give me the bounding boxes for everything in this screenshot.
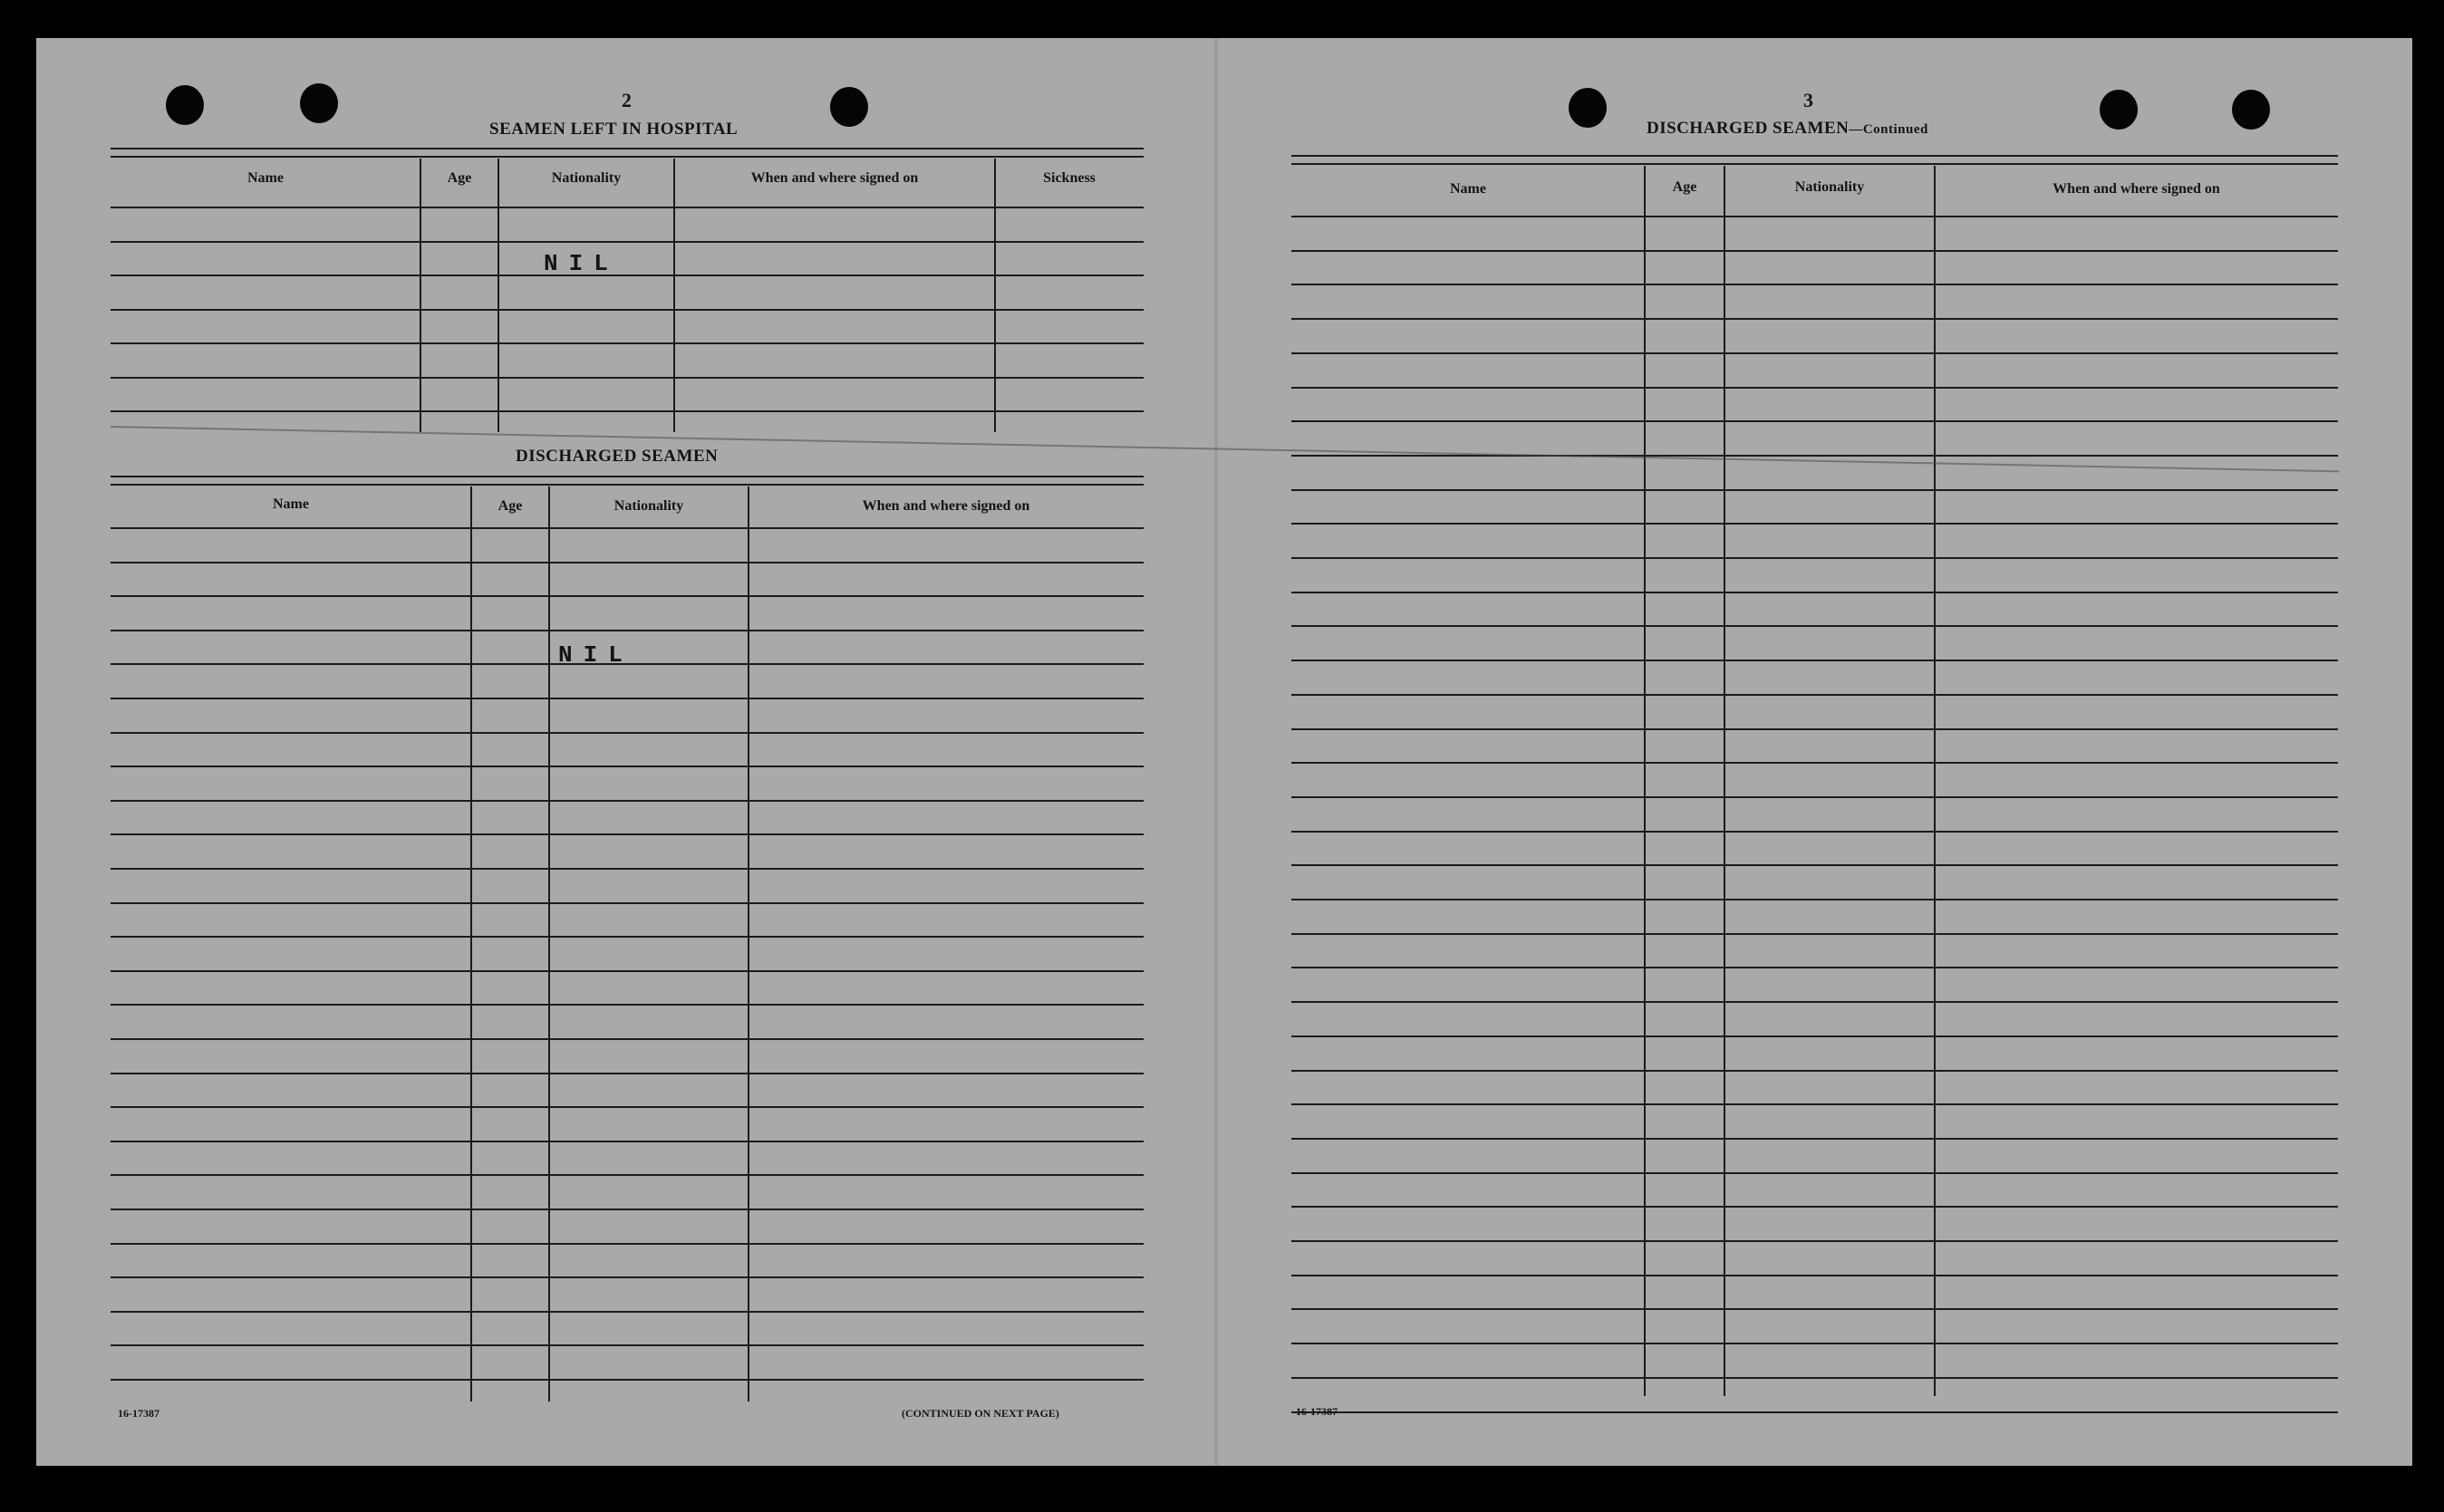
section-title-suffix: —Continued [1849, 122, 1928, 137]
table-row-line [1291, 1138, 2338, 1140]
table-row-line [1291, 1411, 2338, 1413]
table-row-line [1291, 1308, 2338, 1310]
table-row-line [1291, 1172, 2338, 1174]
table-row-line [111, 527, 1144, 529]
table-row-line [1291, 1275, 2338, 1276]
table-row-line [1291, 1035, 2338, 1037]
document-sheet [36, 38, 2412, 1466]
column-header-nationality: Nationality [613, 498, 684, 514]
table-row-line [1291, 1343, 2338, 1344]
table-row-line [111, 766, 1144, 767]
page-number: 2 [622, 89, 632, 111]
column-divider [748, 486, 749, 1401]
table-row-line [1291, 318, 2338, 320]
column-header-nationality: Nationality [1794, 179, 1865, 195]
table-row-line [1291, 216, 2338, 217]
table-row-line [1291, 864, 2338, 866]
table-row-line [1291, 523, 2338, 525]
table-row-line [1291, 1377, 2338, 1379]
column-header-name: Name [247, 170, 284, 186]
table-row-line [111, 595, 1144, 597]
table-row-line [1291, 284, 2338, 285]
punch-hole [300, 83, 338, 123]
section-title: DISCHARGED SEAMEN [516, 447, 719, 466]
table-row-line [1291, 387, 2338, 389]
table-row-line [111, 274, 1144, 276]
table-row-line [111, 1038, 1144, 1040]
column-header-age: Age [1672, 179, 1697, 195]
nil-stamp: NIL [544, 250, 619, 277]
table-row-line [1291, 250, 2338, 252]
section-rule [1291, 155, 2338, 165]
table-row-line [111, 833, 1144, 835]
table-row-line [111, 698, 1144, 699]
table-row-line [111, 902, 1144, 904]
column-header-age: Age [447, 170, 472, 186]
table-row-line [111, 1073, 1144, 1074]
column-divider [673, 159, 675, 432]
column-header-name: Name [1450, 181, 1486, 197]
table-row-line [1291, 831, 2338, 833]
table-row-line [1291, 352, 2338, 354]
table-row-line [1291, 967, 2338, 968]
section-title [1647, 119, 1928, 139]
table-row-line [111, 732, 1144, 734]
column-header-name: Name [273, 496, 309, 512]
section-title-text: DISCHARGED SEAMEN [1647, 119, 1850, 138]
table-row-line [111, 562, 1144, 563]
table-row-line [1291, 625, 2338, 627]
table-row-line [111, 1106, 1144, 1108]
column-divider [548, 486, 550, 1401]
column-divider [994, 159, 996, 432]
nil-stamp: NIL [558, 641, 633, 669]
page-number: 3 [1803, 89, 1813, 111]
continued-note: (CONTINUED ON NEXT PAGE) [902, 1407, 1059, 1420]
table-row-line [111, 1344, 1144, 1346]
punch-hole [1569, 88, 1607, 128]
table-row-line [1291, 899, 2338, 900]
punch-hole [2232, 90, 2270, 130]
table-row-line [111, 309, 1144, 311]
column-header-age: Age [497, 498, 523, 514]
column-divider [1644, 166, 1646, 1396]
section-title: SEAMEN LEFT IN HOSPITAL [489, 120, 739, 139]
table-row-line [1291, 1070, 2338, 1072]
column-header-signed-on: When and where signed on [862, 498, 1030, 514]
table-row-line [111, 936, 1144, 938]
table-row-line [1291, 694, 2338, 696]
table-row-line [111, 342, 1144, 344]
section-rule [111, 476, 1144, 486]
table-row-line [1291, 1206, 2338, 1208]
table-row-line [111, 410, 1144, 412]
table-row-line [1291, 728, 2338, 730]
table-row-line [111, 1276, 1144, 1278]
table-row-line [1291, 489, 2338, 491]
form-number: 16-17387 [1296, 1405, 1338, 1418]
form-number: 16-17387 [118, 1407, 159, 1420]
punch-hole [830, 87, 868, 127]
table-row-line [1291, 796, 2338, 798]
table-row-line [111, 1311, 1144, 1313]
table-row-line [1291, 455, 2338, 457]
column-divider [497, 159, 499, 432]
column-divider [470, 486, 472, 1401]
table-row-line [1291, 1240, 2338, 1242]
column-header-nationality: Nationality [551, 170, 622, 186]
table-row-line [111, 1209, 1144, 1210]
column-divider [420, 159, 421, 432]
table-row-line [111, 1141, 1144, 1142]
table-row-line [1291, 1103, 2338, 1105]
table-row-line [1291, 933, 2338, 935]
section-rule [111, 148, 1144, 158]
column-divider [1934, 166, 1936, 1396]
table-row-line [1291, 762, 2338, 764]
table-row-line [111, 800, 1144, 802]
table-row-line [1291, 1001, 2338, 1003]
table-row-line [111, 970, 1144, 972]
table-row-line [111, 1379, 1144, 1381]
table-row-line [1291, 557, 2338, 559]
column-header-signed-on: When and where signed on [2053, 181, 2220, 197]
table-row-line [111, 241, 1144, 243]
table-row-line [1291, 592, 2338, 593]
table-row-line [1291, 420, 2338, 422]
table-row-line [111, 377, 1144, 379]
punch-hole [166, 85, 204, 125]
page-fold [1214, 38, 1218, 1466]
table-row-line [111, 1004, 1144, 1006]
table-row-line [111, 630, 1144, 631]
table-row-line [111, 1243, 1144, 1245]
column-divider [1724, 166, 1725, 1396]
punch-hole [2100, 90, 2138, 130]
table-row-line [111, 207, 1144, 208]
column-header-sickness: Sickness [1043, 170, 1096, 186]
table-row-line [111, 1174, 1144, 1176]
table-row-line [1291, 660, 2338, 661]
column-header-signed-on: When and where signed on [750, 170, 919, 186]
table-row-line [111, 868, 1144, 870]
